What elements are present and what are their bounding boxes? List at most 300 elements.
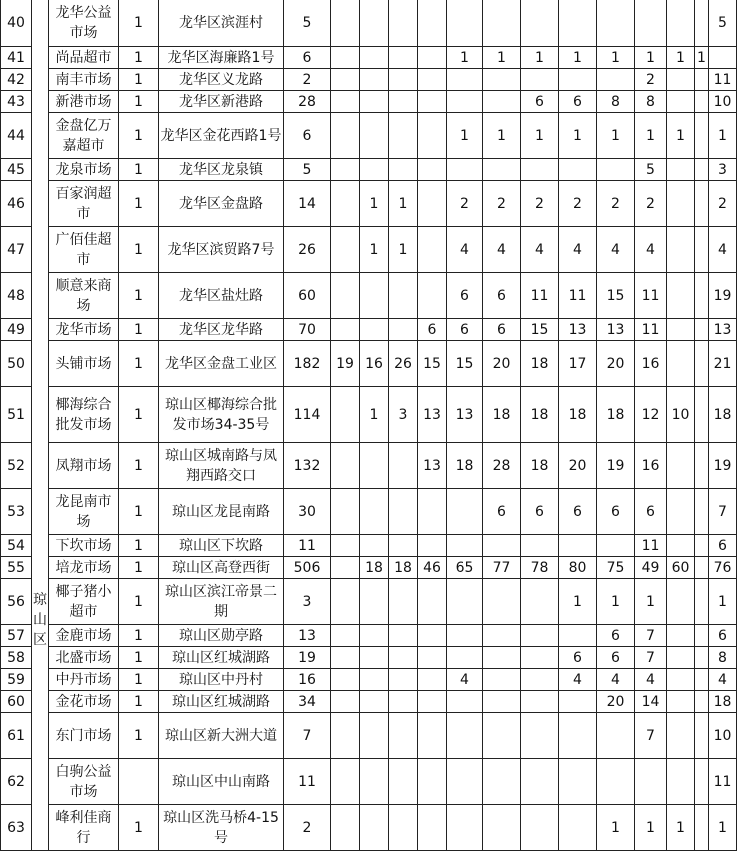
value-cell: 46 (418, 557, 447, 579)
value-cell (521, 159, 559, 181)
table-row (1, 579, 737, 625)
address-cell: 琼山区红城湖路 (159, 647, 284, 669)
value-cell (447, 759, 483, 805)
value-cell (559, 69, 597, 91)
market-name-cell: 龙昆南市场 (49, 489, 119, 535)
address-cell: 龙华区金盘工业区 (159, 341, 284, 387)
address-cell: 龙华区新港路 (159, 91, 284, 113)
table-row (1, 319, 737, 341)
value-cell: 60 (667, 557, 695, 579)
value-cell (447, 579, 483, 625)
value-cell: 1 (360, 181, 389, 227)
value-cell (447, 691, 483, 713)
value-cell: 4 (483, 227, 521, 273)
value-cell: 16 (635, 443, 667, 489)
value-cell (418, 759, 447, 805)
value-cell (597, 159, 635, 181)
value-cell: 5 (709, 0, 737, 47)
value-cell: 2 (709, 181, 737, 227)
table-row (1, 557, 737, 579)
value-cell (667, 159, 695, 181)
value-cell (483, 535, 521, 557)
value-cell (331, 181, 360, 227)
value-cell: 6 (284, 47, 331, 69)
value-cell (418, 579, 447, 625)
value-cell (418, 805, 447, 851)
value-cell (597, 69, 635, 91)
value-cell (389, 69, 418, 91)
address-cell: 龙华区龙泉镇 (159, 159, 284, 181)
value-cell: 17 (559, 341, 597, 387)
value-cell (389, 647, 418, 669)
value-cell (483, 805, 521, 851)
table-row (1, 159, 737, 181)
value-cell (521, 691, 559, 713)
value-cell (559, 0, 597, 47)
value-cell: 1 (635, 579, 667, 625)
value-cell (418, 273, 447, 319)
row-number-cell: 53 (1, 489, 32, 535)
row-number-cell: 60 (1, 691, 32, 713)
value-cell: 4 (709, 227, 737, 273)
table-row (1, 489, 737, 535)
value-cell (418, 227, 447, 273)
address-cell: 龙华区义龙路 (159, 69, 284, 91)
value-cell (389, 669, 418, 691)
value-cell: 30 (284, 489, 331, 535)
value-cell (331, 579, 360, 625)
value-cell (521, 0, 559, 47)
value-cell: 1 (709, 579, 737, 625)
value-cell (483, 713, 521, 759)
value-cell: 5 (284, 0, 331, 47)
table-row (1, 647, 737, 669)
table-row (1, 759, 737, 805)
value-cell: 1 (709, 113, 737, 159)
value-cell (331, 319, 360, 341)
value-cell (667, 181, 695, 227)
value-cell: 1 (597, 47, 635, 69)
value-cell (521, 759, 559, 805)
value-cell (418, 625, 447, 647)
value-cell: 10 (667, 387, 695, 443)
value-cell: 49 (635, 557, 667, 579)
value-cell: 11 (635, 319, 667, 341)
quantity-cell: 1 (119, 387, 159, 443)
value-cell: 16 (360, 341, 389, 387)
value-cell (559, 691, 597, 713)
value-cell (521, 625, 559, 647)
value-cell: 1 (709, 805, 737, 851)
value-cell (389, 691, 418, 713)
value-cell: 6 (709, 535, 737, 557)
value-cell (483, 669, 521, 691)
address-cell: 琼山区勋亭路 (159, 625, 284, 647)
row-number-cell: 42 (1, 69, 32, 91)
value-cell (447, 647, 483, 669)
value-cell (418, 489, 447, 535)
value-cell: 4 (635, 669, 667, 691)
value-cell: 10 (709, 91, 737, 113)
value-cell: 11 (284, 535, 331, 557)
market-name-cell: 尚品超市 (49, 47, 119, 69)
address-cell: 琼山区红城湖路 (159, 691, 284, 713)
address-cell: 琼山区滨江帝景二期 (159, 579, 284, 625)
row-number-cell: 59 (1, 669, 32, 691)
value-cell (559, 805, 597, 851)
market-name-cell: 凤翔市场 (49, 443, 119, 489)
market-name-cell: 北盛市场 (49, 647, 119, 669)
row-number-cell: 41 (1, 47, 32, 69)
row-number-cell: 46 (1, 181, 32, 227)
value-cell (521, 647, 559, 669)
value-cell (695, 159, 709, 181)
table-row (1, 113, 737, 159)
value-cell: 1 (360, 227, 389, 273)
value-cell: 28 (483, 443, 521, 489)
value-cell: 6 (447, 273, 483, 319)
value-cell (389, 489, 418, 535)
table-row (1, 535, 737, 557)
value-cell: 80 (559, 557, 597, 579)
market-name-cell: 金盘亿万嘉超市 (49, 113, 119, 159)
value-cell (360, 69, 389, 91)
value-cell: 2 (284, 805, 331, 851)
address-cell: 琼山区高登西街 (159, 557, 284, 579)
value-cell (695, 273, 709, 319)
quantity-cell: 1 (119, 273, 159, 319)
value-cell (331, 0, 360, 47)
value-cell (695, 443, 709, 489)
value-cell (695, 0, 709, 47)
value-cell: 6 (559, 647, 597, 669)
value-cell (331, 443, 360, 489)
address-cell: 龙华区金花西路1号 (159, 113, 284, 159)
value-cell: 76 (709, 557, 737, 579)
value-cell: 2 (483, 181, 521, 227)
value-cell (331, 669, 360, 691)
value-cell (667, 647, 695, 669)
value-cell: 1 (447, 113, 483, 159)
table-row (1, 625, 737, 647)
value-cell (389, 625, 418, 647)
value-cell (331, 489, 360, 535)
value-cell: 11 (709, 69, 737, 91)
value-cell (389, 47, 418, 69)
value-cell (360, 273, 389, 319)
value-cell (389, 579, 418, 625)
value-cell (389, 535, 418, 557)
value-cell (635, 759, 667, 805)
value-cell (635, 0, 667, 47)
value-cell (418, 91, 447, 113)
value-cell (709, 47, 737, 69)
value-cell (483, 0, 521, 47)
value-cell: 11 (559, 273, 597, 319)
value-cell (695, 669, 709, 691)
value-cell: 13 (284, 625, 331, 647)
value-cell: 1 (635, 805, 667, 851)
value-cell: 7 (635, 713, 667, 759)
value-cell: 18 (521, 341, 559, 387)
row-number-cell: 40 (1, 0, 32, 47)
market-name-cell: 龙泉市场 (49, 159, 119, 181)
value-cell (695, 91, 709, 113)
value-cell (447, 713, 483, 759)
value-cell (483, 625, 521, 647)
value-cell: 19 (709, 273, 737, 319)
value-cell: 6 (597, 489, 635, 535)
table-row (1, 713, 737, 759)
table-row (1, 0, 737, 47)
value-cell (695, 759, 709, 805)
value-cell: 4 (521, 227, 559, 273)
value-cell: 1 (360, 387, 389, 443)
value-cell: 6 (483, 489, 521, 535)
value-cell: 2 (284, 69, 331, 91)
value-cell: 6 (284, 113, 331, 159)
row-number-cell: 58 (1, 647, 32, 669)
quantity-cell: 1 (119, 69, 159, 91)
value-cell: 13 (447, 387, 483, 443)
value-cell (667, 91, 695, 113)
row-number-cell: 54 (1, 535, 32, 557)
value-cell: 14 (635, 691, 667, 713)
value-cell: 26 (284, 227, 331, 273)
value-cell: 70 (284, 319, 331, 341)
address-cell: 琼山区椰海综合批发市场34-35号 (159, 387, 284, 443)
value-cell: 11 (635, 535, 667, 557)
address-cell: 琼山区新大洲大道 (159, 713, 284, 759)
district-label: 琼山区 (33, 592, 47, 648)
value-cell (447, 91, 483, 113)
value-cell (559, 159, 597, 181)
value-cell: 16 (284, 669, 331, 691)
value-cell (389, 273, 418, 319)
value-cell: 6 (447, 319, 483, 341)
quantity-cell: 1 (119, 669, 159, 691)
value-cell (447, 535, 483, 557)
value-cell (597, 713, 635, 759)
value-cell: 7 (709, 489, 737, 535)
value-cell: 13 (418, 443, 447, 489)
value-cell (331, 535, 360, 557)
value-cell (667, 535, 695, 557)
value-cell: 1 (521, 113, 559, 159)
value-cell: 12 (635, 387, 667, 443)
value-cell: 15 (521, 319, 559, 341)
value-cell (331, 647, 360, 669)
quantity-cell: 1 (119, 91, 159, 113)
address-cell: 龙华区海廉路1号 (159, 47, 284, 69)
row-number-cell: 61 (1, 713, 32, 759)
value-cell (331, 557, 360, 579)
quantity-cell: 1 (119, 579, 159, 625)
value-cell: 1 (389, 227, 418, 273)
value-cell (521, 713, 559, 759)
value-cell: 4 (559, 227, 597, 273)
value-cell (667, 227, 695, 273)
value-cell (695, 69, 709, 91)
value-cell: 18 (597, 387, 635, 443)
address-cell: 龙华区金盘路 (159, 181, 284, 227)
value-cell (360, 713, 389, 759)
value-cell: 19 (284, 647, 331, 669)
value-cell: 26 (389, 341, 418, 387)
value-cell: 11 (284, 759, 331, 805)
value-cell: 19 (597, 443, 635, 489)
value-cell (418, 159, 447, 181)
value-cell: 1 (521, 47, 559, 69)
value-cell (521, 805, 559, 851)
value-cell: 65 (447, 557, 483, 579)
table-row (1, 691, 737, 713)
value-cell: 19 (709, 443, 737, 489)
value-cell: 1 (635, 47, 667, 69)
value-cell (331, 273, 360, 319)
value-cell (667, 669, 695, 691)
quantity-cell (119, 759, 159, 805)
value-cell: 15 (447, 341, 483, 387)
value-cell: 1 (559, 113, 597, 159)
table-row (1, 91, 737, 113)
value-cell: 18 (559, 387, 597, 443)
row-number-cell: 57 (1, 625, 32, 647)
value-cell (559, 713, 597, 759)
market-name-cell: 龙华市场 (49, 319, 119, 341)
market-name-cell: 峰利佳商行 (49, 805, 119, 851)
value-cell: 8 (709, 647, 737, 669)
market-name-cell: 百家润超市 (49, 181, 119, 227)
value-cell (597, 0, 635, 47)
value-cell (389, 159, 418, 181)
value-cell: 5 (635, 159, 667, 181)
quantity-cell: 1 (119, 227, 159, 273)
value-cell (695, 579, 709, 625)
value-cell: 34 (284, 691, 331, 713)
value-cell: 16 (635, 341, 667, 387)
table-row (1, 273, 737, 319)
value-cell: 6 (483, 273, 521, 319)
address-cell: 龙华区滨贸路7号 (159, 227, 284, 273)
market-name-cell: 南丰市场 (49, 69, 119, 91)
value-cell: 7 (635, 625, 667, 647)
value-cell (360, 113, 389, 159)
value-cell (559, 535, 597, 557)
value-cell (360, 319, 389, 341)
value-cell: 60 (284, 273, 331, 319)
value-cell (695, 535, 709, 557)
table-row (1, 443, 737, 489)
value-cell: 11 (521, 273, 559, 319)
value-cell (597, 759, 635, 805)
value-cell: 1 (559, 47, 597, 69)
value-cell: 18 (360, 557, 389, 579)
value-cell: 15 (597, 273, 635, 319)
value-cell (667, 69, 695, 91)
table-row (1, 69, 737, 91)
quantity-cell: 1 (119, 159, 159, 181)
value-cell (695, 227, 709, 273)
value-cell (695, 181, 709, 227)
value-cell (360, 579, 389, 625)
value-cell (521, 669, 559, 691)
value-cell: 8 (597, 91, 635, 113)
value-cell: 2 (559, 181, 597, 227)
value-cell (559, 759, 597, 805)
value-cell: 1 (483, 47, 521, 69)
quantity-cell: 1 (119, 805, 159, 851)
address-cell: 琼山区城南路与凤翔西路交口 (159, 443, 284, 489)
market-name-cell: 白驹公益市场 (49, 759, 119, 805)
quantity-cell: 1 (119, 625, 159, 647)
value-cell: 11 (635, 273, 667, 319)
value-cell (483, 91, 521, 113)
value-cell (360, 159, 389, 181)
value-cell (483, 691, 521, 713)
quantity-cell: 1 (119, 47, 159, 69)
address-cell: 琼山区洗马桥4-15号 (159, 805, 284, 851)
value-cell (360, 489, 389, 535)
value-cell (389, 805, 418, 851)
value-cell (521, 69, 559, 91)
table-row (1, 805, 737, 851)
value-cell: 4 (559, 669, 597, 691)
value-cell (695, 805, 709, 851)
value-cell (360, 47, 389, 69)
row-number-cell: 47 (1, 227, 32, 273)
value-cell: 78 (521, 557, 559, 579)
value-cell: 6 (483, 319, 521, 341)
value-cell: 1 (597, 113, 635, 159)
value-cell (483, 759, 521, 805)
value-cell (360, 669, 389, 691)
value-cell (667, 489, 695, 535)
value-cell (521, 579, 559, 625)
market-name-cell: 广佰佳超市 (49, 227, 119, 273)
value-cell: 20 (597, 691, 635, 713)
value-cell (667, 713, 695, 759)
value-cell (331, 387, 360, 443)
value-cell: 1 (389, 181, 418, 227)
row-number-cell: 44 (1, 113, 32, 159)
market-name-cell: 顺意来商场 (49, 273, 119, 319)
address-cell: 龙华区龙华路 (159, 319, 284, 341)
value-cell: 18 (447, 443, 483, 489)
value-cell (418, 113, 447, 159)
value-cell: 6 (559, 489, 597, 535)
value-cell (418, 713, 447, 759)
value-cell (695, 319, 709, 341)
row-number-cell: 43 (1, 91, 32, 113)
value-cell: 4 (709, 669, 737, 691)
value-cell (389, 443, 418, 489)
value-cell: 4 (447, 227, 483, 273)
value-cell: 2 (597, 181, 635, 227)
value-cell (389, 319, 418, 341)
value-cell (360, 625, 389, 647)
value-cell (667, 579, 695, 625)
value-cell: 1 (635, 113, 667, 159)
value-cell: 1 (559, 579, 597, 625)
row-number-cell: 49 (1, 319, 32, 341)
row-number-cell: 63 (1, 805, 32, 851)
value-cell (360, 0, 389, 47)
value-cell (597, 535, 635, 557)
value-cell: 1 (695, 47, 709, 69)
value-cell: 2 (521, 181, 559, 227)
market-name-cell: 培龙市场 (49, 557, 119, 579)
